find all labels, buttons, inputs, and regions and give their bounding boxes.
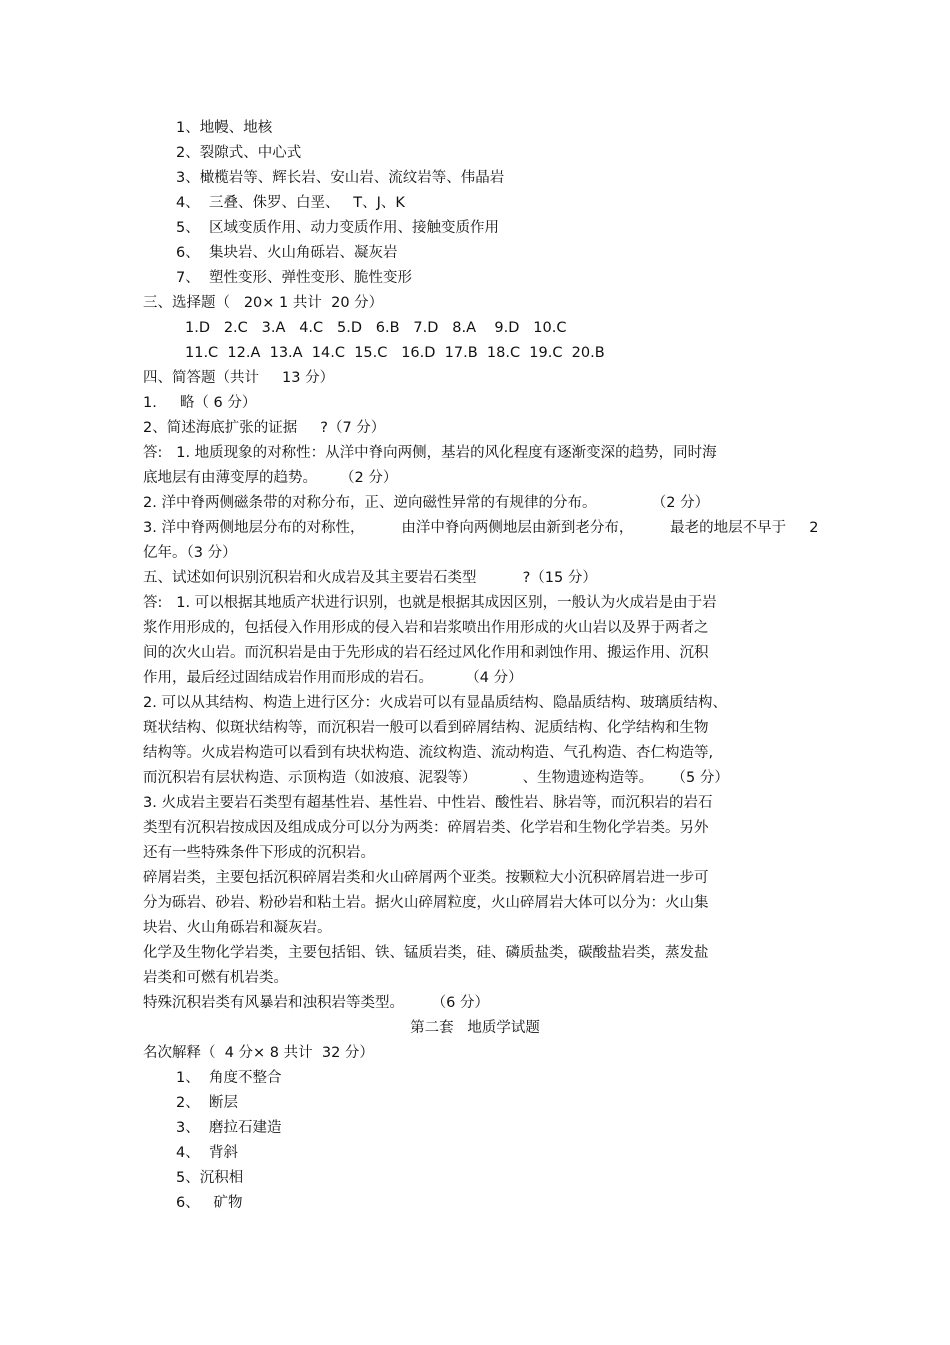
choice-answers-row-1: 1.D 2.C 3.A 4.C 5.D 6.B 7.D 8.A 9.D 10.C xyxy=(185,320,567,336)
paragraph-line: 底地层有由薄变厚的趋势。 （2 分） xyxy=(143,470,398,486)
answer-line-7: 7、 塑性变形、弹性变形、脆性变形 xyxy=(176,270,412,286)
paragraph-line: 亿年。（3 分） xyxy=(143,545,237,561)
paragraph-line: 斑状结构、似斑状结构等，而沉积岩一般可以看到碎屑结构、泥质结构、化学结构和生物 xyxy=(143,720,709,736)
answer-line-4: 4、 三叠、侏罗、白垩、 T、J、K xyxy=(176,195,405,211)
definition-item: 6、 矿物 xyxy=(176,1195,243,1211)
paragraph-line: 3. 洋中脊两侧地层分布的对称性， 由洋中脊向两侧地层由新到老分布， 最老的地层不早于 2 xyxy=(143,520,819,536)
paragraph-line: 3. 火成岩主要岩石类型有超基性岩、基性岩、中性岩、酸性岩、脉岩等，而沉积岩的岩石 xyxy=(143,795,713,811)
paragraph-line: 还有一些特殊条件下形成的沉积岩。 xyxy=(143,845,375,861)
paragraph-line: 而沉积岩有层状构造、示顶构造（如波痕、泥裂等） 、生物遗迹构造等。 （5 分） xyxy=(143,770,729,786)
exam-set-title: 第二套 地质学试题 xyxy=(410,1020,540,1036)
paragraph-line: 结构等。火成岩构造可以看到有块状构造、流纹构造、流动构造、气孔构造、杏仁构造等, xyxy=(143,745,714,761)
paragraph-line: 分为砾岩、砂岩、粉砂岩和粘土岩。据火山碎屑粒度，火山碎屑岩大体可以分为：火山集 xyxy=(143,895,709,911)
question-line: 2、简述海底扩张的证据 ?（7 分） xyxy=(143,420,386,436)
paragraph-line: 答: 1. 地质现象的对称性：从洋中脊向两侧，基岩的风化程度有逐渐变深的趋势，同时海 xyxy=(143,445,717,461)
paragraph-line: 作用，最后经过固结成岩作用而形成的岩石。 （4 分） xyxy=(143,670,523,686)
answer-line-5: 5、 区域变质作用、动力变质作用、接触变质作用 xyxy=(176,220,499,236)
definition-item: 2、 断层 xyxy=(176,1095,238,1111)
paragraph-line: 特殊沉积岩类有风暴岩和浊积岩等类型。 （6 分） xyxy=(143,995,489,1011)
section-heading-definitions: 名次解释（ 4 分× 8 共计 32 分） xyxy=(143,1045,374,1061)
paragraph-line: 2. 可以从其结构、构造上进行区分：火成岩可以有显晶质结构、隐晶质结构、玻璃质结构、 xyxy=(143,695,727,711)
definition-item: 1、 角度不整合 xyxy=(176,1070,282,1086)
paragraph-line: 岩类和可燃有机岩类。 xyxy=(143,970,288,986)
answer-line-1: 1、地幔、地核 xyxy=(176,120,273,136)
answer-line-6: 6、 集块岩、火山角砾岩、凝灰岩 xyxy=(176,245,398,261)
section-heading-essay: 五、试述如何识别沉积岩和火成岩及其主要岩石类型 ?（15 分） xyxy=(143,570,597,586)
section-heading-choice: 三、选择题（ 20× 1 共计 20 分） xyxy=(143,295,384,311)
paragraph-line: 1. 略（ 6 分） xyxy=(143,395,257,411)
paragraph-line: 浆作用形成的，包括侵入作用形成的侵入岩和岩浆喷出作用形成的火山岩以及界于两者之 xyxy=(143,620,709,636)
definition-item: 3、 磨拉石建造 xyxy=(176,1120,282,1136)
paragraph-line: 块岩、火山角砾岩和凝灰岩。 xyxy=(143,920,332,936)
paragraph-line: 间的次火山岩。而沉积岩是由于先形成的岩石经过风化作用和剥蚀作用、搬运作用、沉积 xyxy=(143,645,709,661)
definition-item: 5、沉积相 xyxy=(176,1170,244,1186)
answer-line-3: 3、橄榄岩等、辉长岩、安山岩、流纹岩等、伟晶岩 xyxy=(176,170,505,186)
paragraph-line: 答: 1. 可以根据其地质产状进行识别，也就是根据其成因区别，一般认为火成岩是由于岩 xyxy=(143,595,717,611)
paragraph-line: 类型有沉积岩按成因及组成成分可以分为两类：碎屑岩类、化学岩和生物化学岩类。另外 xyxy=(143,820,709,836)
answer-line-2: 2、裂隙式、中心式 xyxy=(176,145,302,161)
paragraph-line: 2. 洋中脊两侧磁条带的对称分布，正、逆向磁性异常的有规律的分布。 （2 分） xyxy=(143,495,710,511)
choice-answers-row-2: 11.C 12.A 13.A 14.C 15.C 16.D 17.B 18.C 19.C 20.B xyxy=(185,345,605,361)
paragraph-line: 碎屑岩类，主要包括沉积碎屑岩类和火山碎屑两个亚类。按颗粒大小沉积碎屑岩进一步可 xyxy=(143,870,709,886)
paragraph-line: 化学及生物化学岩类，主要包括铝、铁、锰质岩类，硅、磷质盐类，碳酸盐岩类，蒸发盐 xyxy=(143,945,709,961)
definition-item: 4、 背斜 xyxy=(176,1145,238,1161)
section-heading-short-answer: 四、简答题（共计 13 分） xyxy=(143,370,335,386)
